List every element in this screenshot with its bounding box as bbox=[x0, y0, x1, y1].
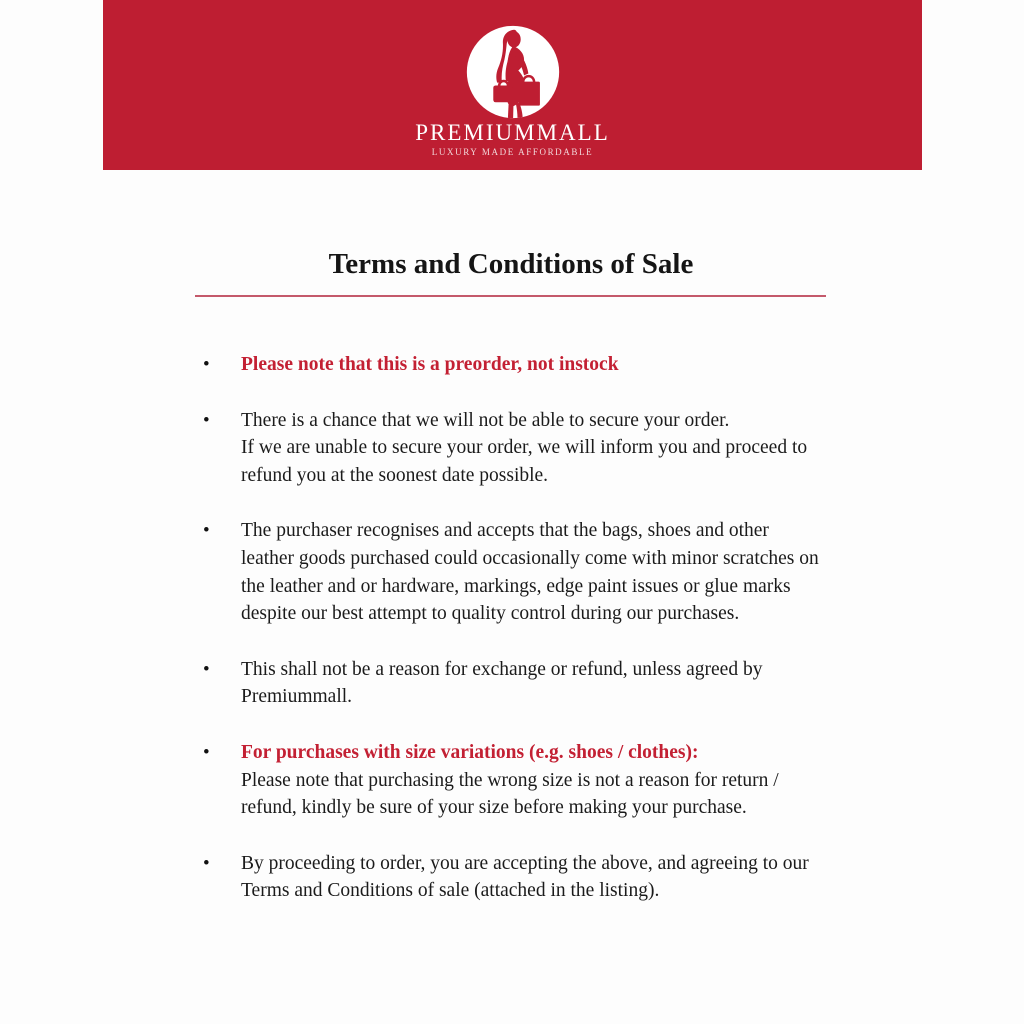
brand-banner bbox=[103, 0, 922, 170]
term-line: If we are unable to secure your order, we will inform you and proceed to bbox=[241, 437, 808, 459]
title-divider bbox=[195, 295, 826, 297]
list-item bbox=[203, 517, 1024, 627]
term-line: leather goods purchased could occasionally come with minor scratches on bbox=[241, 547, 819, 569]
list-item bbox=[203, 739, 1024, 822]
term-line: Terms and Conditions of sale (attached in the listing). bbox=[241, 880, 660, 902]
bullet-marker: • bbox=[203, 520, 210, 542]
bullet-marker: • bbox=[203, 409, 210, 431]
list-item bbox=[203, 351, 1024, 379]
bullet-marker: • bbox=[203, 741, 210, 763]
bullet-marker: • bbox=[203, 658, 210, 680]
bullet-marker: • bbox=[203, 354, 210, 375]
list-item bbox=[203, 656, 1024, 711]
page-title: Terms and Conditions of Sale bbox=[328, 248, 694, 280]
brand-tagline: LUXURY MADE AFFORDABLE bbox=[431, 147, 594, 157]
bullet-marker: • bbox=[203, 852, 210, 874]
term-line: Premiummall. bbox=[241, 686, 353, 708]
term-line: Please note that purchasing the wrong size is not a reason for return / bbox=[241, 769, 779, 791]
term-line: the leather and or hardware, markings, edge paint issues or glue marks bbox=[241, 575, 791, 597]
terms-document bbox=[0, 170, 1024, 933]
term-line: refund, kindly be sure of your size before making your purchase. bbox=[241, 797, 747, 819]
term-line: By proceeding to order, you are accepting the above, and agreeing to our bbox=[241, 852, 809, 874]
list-item bbox=[203, 850, 1024, 905]
term-line: This shall not be a reason for exchange or refund, unless agreed by bbox=[241, 658, 763, 680]
term-line: refund you at the soonest date possible. bbox=[241, 464, 549, 486]
term-line: despite our best attempt to quality control during our purchases. bbox=[241, 603, 740, 625]
list-item bbox=[203, 407, 1024, 490]
term-line: For purchases with size variations (e.g. shoes / clothes): bbox=[241, 741, 699, 763]
brand-name: PREMIUMMALL bbox=[415, 120, 610, 145]
terms-list bbox=[0, 351, 1024, 905]
brand-logo-icon bbox=[463, 22, 563, 122]
term-line: There is a chance that we will not be able to secure your order. bbox=[241, 409, 730, 431]
term-line: The purchaser recognises and accepts that the bags, shoes and other bbox=[241, 520, 769, 542]
term-line: Please note that this is a preorder, not instock bbox=[241, 354, 619, 375]
